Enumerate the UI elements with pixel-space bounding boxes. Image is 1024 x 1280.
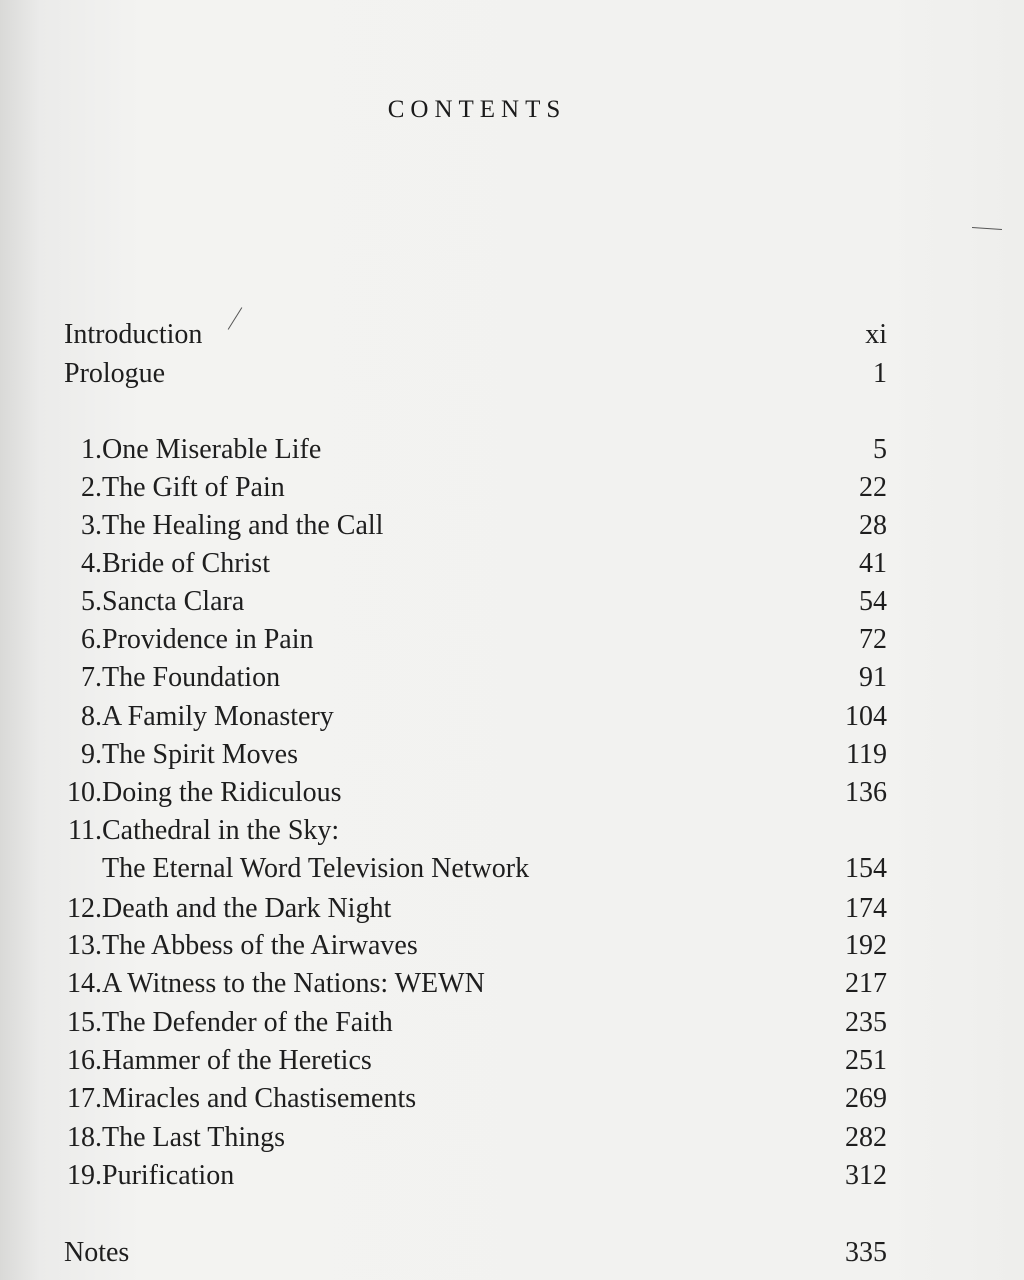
entry-page: 282: [845, 1122, 887, 1153]
entry-page: 217: [845, 968, 887, 999]
entry-page: 192: [845, 930, 887, 961]
entry-page: 136: [845, 777, 887, 808]
entry-page: 72: [859, 624, 887, 655]
chapter-number: 18.: [67, 1122, 102, 1153]
entry-page: xi: [865, 319, 887, 350]
toc-entry-chapter: [64, 812, 887, 850]
entry-title: The Gift of Pain: [102, 472, 285, 503]
toc-entry-chapter: [64, 1004, 887, 1042]
toc-entry-introduction: [64, 316, 887, 354]
entry-title: Purification: [102, 1160, 235, 1191]
toc-entry-prologue: [64, 355, 887, 393]
entry-title: Miracles and Chastisements: [102, 1083, 417, 1114]
toc-entry-chapter: [64, 1157, 887, 1195]
entry-page: 119: [846, 739, 887, 770]
toc-entry-chapter: [64, 890, 887, 928]
entry-title: The Healing and the Call: [102, 510, 384, 541]
entry-title: The Spirit Moves: [102, 739, 298, 770]
entry-title: Providence in Pain: [102, 624, 314, 655]
entry-title: Prologue: [64, 358, 166, 389]
chapter-number: 9.: [81, 739, 102, 770]
entry-title: The Defender of the Faith: [102, 1007, 393, 1038]
chapter-number: 1.: [81, 434, 102, 465]
entry-page: 251: [845, 1045, 887, 1076]
chapter-number: 15.: [67, 1007, 102, 1038]
toc-entry-chapter: [64, 927, 887, 965]
entry-title: Sancta Clara: [102, 586, 245, 617]
contents-heading: CONTENTS: [387, 96, 567, 123]
chapter-number: 13.: [67, 930, 102, 961]
toc-entry-chapter: [64, 774, 887, 812]
entry-page: 91: [859, 662, 887, 693]
chapter-number: 11.: [68, 815, 102, 846]
toc-entry-chapter: [64, 545, 887, 583]
toc-entry-chapter: [64, 698, 887, 736]
entry-title: A Witness to the Nations: WEWN: [102, 968, 485, 999]
entry-page: 1: [873, 358, 887, 389]
toc-entry-chapter: [64, 583, 887, 621]
entry-page: 104: [845, 701, 887, 732]
entry-title: A Family Monastery: [102, 701, 334, 732]
toc-entry-notes: [64, 1234, 887, 1272]
toc-entry-chapter: [64, 659, 887, 697]
toc-entry-chapter: [64, 736, 887, 774]
chapter-number: 12.: [67, 893, 102, 924]
entry-page: 28: [859, 510, 887, 541]
chapter-number: 3.: [81, 510, 102, 541]
entry-title: Death and the Dark Night: [102, 893, 392, 924]
entry-page: 269: [845, 1083, 887, 1114]
chapter-number: 5.: [81, 586, 102, 617]
toc-entry-chapter: [64, 621, 887, 659]
chapter-number: 17.: [67, 1083, 102, 1114]
entry-title: Introduction: [64, 319, 203, 350]
entry-page: 5: [873, 434, 887, 465]
toc-entry-chapter: [64, 965, 887, 1003]
entry-title: Hammer of the Heretics: [102, 1045, 372, 1076]
chapter-number: 14.: [67, 968, 102, 999]
chapter-number: 6.: [81, 624, 102, 655]
toc-entry-chapter: [64, 431, 887, 469]
toc-entry-chapter: [64, 1119, 887, 1157]
toc-entry-chapter: [64, 507, 887, 545]
toc-entry-chapter: [64, 1042, 887, 1080]
toc-entry-chapter: [64, 1080, 887, 1118]
entry-title: The Eternal Word Television Network: [102, 853, 530, 884]
entry-page: 22: [859, 472, 887, 503]
entry-title: The Foundation: [102, 662, 281, 693]
toc-entry-chapter-continuation: [64, 850, 887, 888]
entry-page: 335: [845, 1237, 887, 1268]
entry-page: 174: [845, 893, 887, 924]
entry-title: The Last Things: [102, 1122, 286, 1153]
entry-page: 54: [859, 586, 887, 617]
pencil-mark: [972, 227, 1002, 230]
entry-title: The Abbess of the Airwaves: [102, 930, 418, 961]
chapter-number: 8.: [81, 701, 102, 732]
chapter-number: 10.: [67, 777, 102, 808]
chapter-number: 16.: [67, 1045, 102, 1076]
entry-title: Doing the Ridiculous: [102, 777, 342, 808]
entry-page: 41: [859, 548, 887, 579]
chapter-number: 2.: [81, 472, 102, 503]
chapter-number: 19.: [67, 1160, 102, 1191]
toc-entry-chapter: [64, 469, 887, 507]
chapter-number: 4.: [81, 548, 102, 579]
entry-title: Notes: [64, 1237, 130, 1268]
chapter-number: 7.: [81, 662, 102, 693]
entry-title: Bride of Christ: [102, 548, 270, 579]
entry-page: 154: [845, 853, 887, 884]
entry-title: One Miserable Life: [102, 434, 322, 465]
entry-page: 235: [845, 1007, 887, 1038]
entry-title: Cathedral in the Sky:: [102, 815, 340, 846]
entry-page: 312: [845, 1160, 887, 1191]
